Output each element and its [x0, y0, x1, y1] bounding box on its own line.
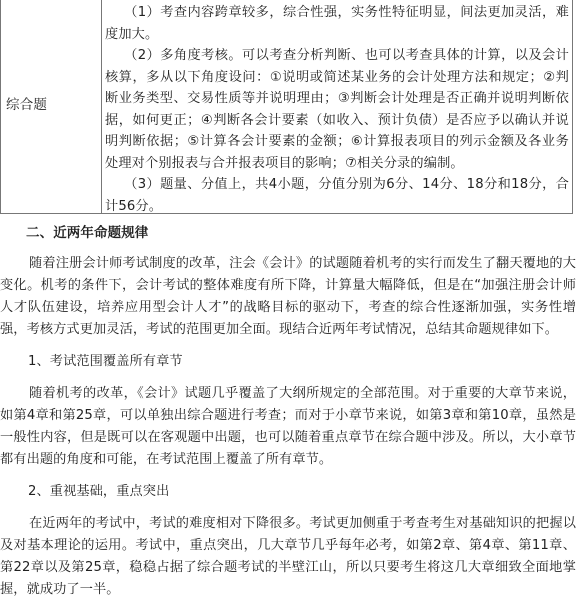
section-heading: 二、近两年命题规律: [26, 225, 149, 241]
table-item: （3）题量、分值上，共4小题，分值分别为6分、14分、18分和18分，合计56分。: [105, 177, 569, 214]
subsection-title: 2、重视基础，重点突出: [28, 484, 170, 499]
subsection-paragraph: 随着机考的改革，《会计》试题几乎覆盖了大纲所规定的全部范围。对于重要的大章节来说，如第4章和第25章，可以单独出综合题进行考查；而对于小章节来说，如第3章和第10章，虽然是一般性内容，但是既可以在客观题中出题，也可以随着重点章节在综合题中涉及。所以，大小章节都有出题的角度和可能，在考试范围上覆盖了所有章节。: [0, 386, 576, 467]
table-item: （1）考查内容跨章较多，综合性强，实务性特征明显，间法更加灵活，难度加大。: [105, 5, 569, 42]
subsection-paragraph: 在近两年的考试中，考试的难度相对下降很多。考试更加侧重于考查考生对基础知识的把握以及对基本理论的运用。考试中，重点突出，几大章节几乎每年必考，如第2章、第4章、第11章、第22章以及第25章，稳稳占据了综合题考试的半壁江山，所以只要考生将这几大章细致全面地掌握，就成功了一半。: [0, 516, 576, 597]
intro-paragraph: 随着注册会计师考试制度的改革，注会《会计》的试题随着机考的实行而发生了翻天覆地的大变化。机考的条件下，会计考试的整体难度有所下降，计算量大幅降低，但是在“加强注册会计师人才队伍建设，培养应用型会计人才”的战略目标的驱动下，考查的综合性逐渐加强，实务性增强，考核方式更加灵活，考试的范围更加全面。现结合近两年考试情况，总结其命题规律如下。: [0, 256, 576, 337]
table-row-content: [105, 2, 569, 217]
question-type-table: [0, 0, 573, 214]
subsection-title: 1、考试范围覆盖所有章节: [28, 354, 183, 369]
table-row-label: 综合题: [6, 97, 48, 113]
table-item: （2）多角度考核。可以考查分析判断、也可以考查具体的计算，以及会计核算，多从以下角度设问：①说明或简述某业务的会计处理方法和规定；②判断业务类型、交易性质等并说明理由；③判断会计处理是否正确并说明判断依据，如何更正；④判断各会计要素（如收入、预计负债）是否应予以确认并说明判断依据；⑤计算各会计要素的金额；⑥计算报表项目的列示金额及各业务处理对个别报表与合并报表项目的影响；⑦相关分录的编制。: [105, 48, 569, 171]
table-column-divider: [101, 0, 102, 213]
article-body: [0, 222, 576, 601]
